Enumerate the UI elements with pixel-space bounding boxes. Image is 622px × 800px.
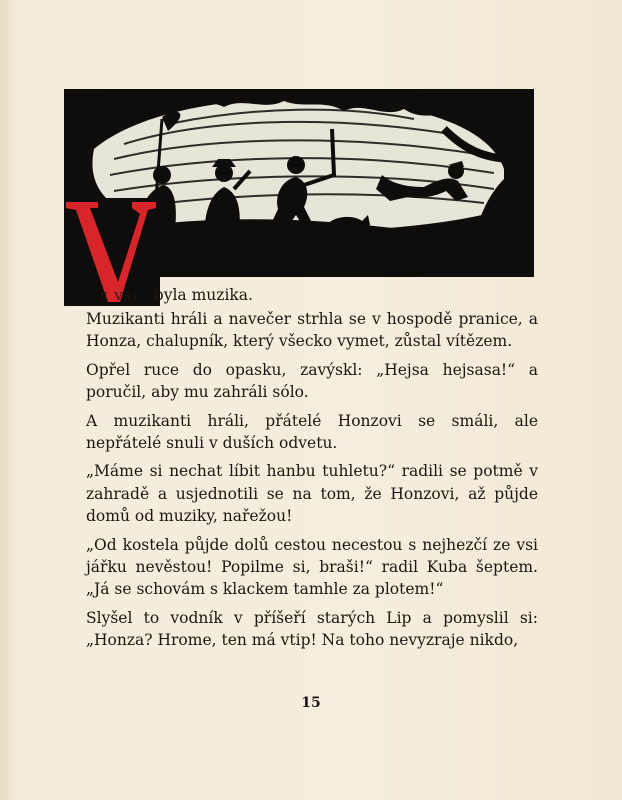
paragraph: „Od kostela půjde dolů cestou necestou s nejhezčí ze vsi jářku nevěstou! Popilme si, braši!“ radil Kuba šeptem. „Já se schovám s klackem tamhle za plotem!“ <box>86 535 538 599</box>
lead-small-caps: E VSI <box>100 290 139 303</box>
paragraph: Opřel ruce do opasku, zavýskl: „Hejsa hejsasa!“ a poručil, aby mu zahráli sólo. <box>86 360 538 402</box>
page-number: 15 <box>301 695 321 711</box>
paragraph: Slyšel to vodník v příšeří starých Lip a pomyslil si: „Honza? Hrome, ten má vtip! Na toho nevyzraje nikdo, <box>86 608 538 650</box>
lead-line <box>86 285 253 307</box>
body-text <box>86 308 538 658</box>
paragraph: Muzikanti hráli a navečer strhla se v hospodě pranice, a Honza, chalupník, který všecko vymet, zůstal vítězem. <box>86 310 538 351</box>
paragraph: „Máme si nechat líbit hanbu tuhletu?“ radili se potmě v zahradě a usjednotili se na tom, že Honzovi, až půjde domů od muziky, nařežou! <box>86 462 538 526</box>
paragraph: A muzikanti hráli, přátelé Honzovi se smáli, ale nepřátelé snuli v duších odvetu. <box>86 411 538 453</box>
lead-rest: byla muzika. <box>153 286 253 304</box>
